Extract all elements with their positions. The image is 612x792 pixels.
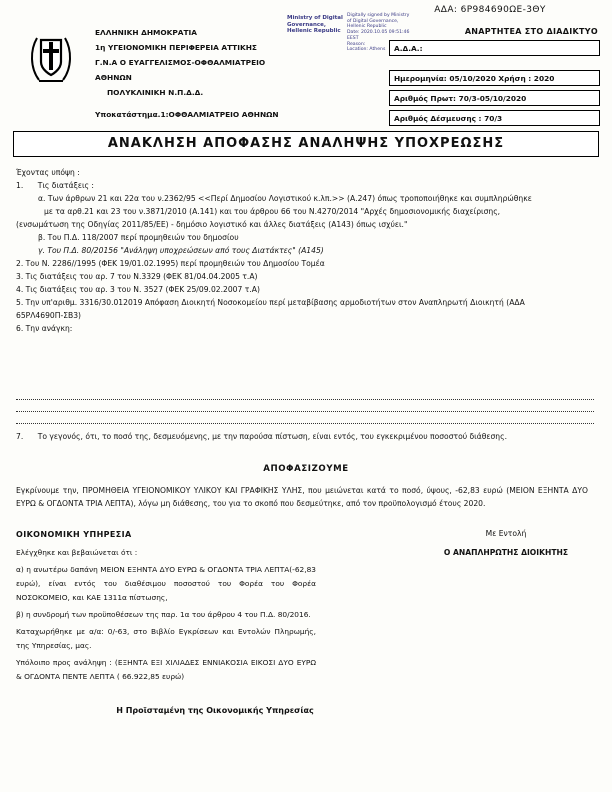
dotted-fill-line bbox=[16, 400, 594, 412]
signature-detail-line: Digitally signed by Ministry bbox=[347, 13, 410, 18]
commitment-number-box: Αριθμός Δέσμευσης : 70/3 bbox=[389, 110, 600, 126]
financial-service-title: ΟΙΚΟΝΟΜΙΚΗ ΥΠΗΡΕΣΙΑ bbox=[16, 530, 132, 539]
internet-posting-label: ΑΝΑΡΤΗΤΕΑ ΣΤΟ ΔΙΑΔΙΚΤΥΟ bbox=[464, 27, 598, 36]
head-of-financial-service-signature-line: Η Προϊσταμένη της Οικονομικής Υπηρεσίας bbox=[116, 706, 314, 715]
preamble-item: 7. Το γεγονός, ότι, το ποσό της, δεσμευόμενης, με την παρούσα πίστωση, είναι εντός, του εγκεκριμένου ποσοστού διάθεσης. bbox=[16, 432, 507, 441]
ada-box: Α.Δ.Α.: bbox=[389, 40, 600, 56]
signature-detail-line: Hellenic Republic bbox=[347, 24, 387, 30]
preamble-item: με τα αρθ.21 και 23 του ν.3871/2010 (Α.141) και του άρθρου 66 του Ν.4270/2014 "Αρχές δημοσιονομικής διαχείρισης, bbox=[44, 207, 501, 216]
protocol-number-box: Αριθμός Πρωτ: 70/3-05/10/2020 bbox=[389, 90, 600, 106]
org-line-polyclinic: ΠΟΛΥΚΛΙΝΙΚΗ Ν.Π.Δ.Δ. bbox=[107, 88, 204, 97]
preamble-item-continuation: 65ΡΛ4690Π-ΣΒ3) bbox=[16, 311, 82, 320]
dotted-fill-line bbox=[16, 388, 594, 400]
preamble-item: 2. Του Ν. 2286//1995 (ΦΕΚ 19/01.02.1995) περί προμηθειών του Δημοσίου Τομέα bbox=[16, 259, 325, 268]
finance-paragraph-a: α) η ανωτέρω δαπάνη ΜΕΙΟΝ ΕΞΗΝΤΑ ΔΥΟ ΕΥΡΩ & ΟΓΔΟΝΤΑ ΤΡΙΑ ΛΕΠΤΑ(-62,83 ευρώ), είναι εντός του διαθέσιμου ποσοστού του Φορέα του Φορέα ΝΟΣΟΚΟΜΕΙΟ, και ΚΑΕ 1311α πίστωσης, bbox=[16, 565, 316, 602]
signature-detail-line: EEST bbox=[347, 35, 359, 41]
date-box: Ημερομηνία: 05/10/2020 Χρήση : 2020 bbox=[389, 70, 600, 86]
preamble-item: α. Των άρθρων 21 και 22α του ν.2362/95 <<Περί Δημοσίου Λογιστικού κ.λπ.>> (Α.247) όπως τροποποιήθηκε και συμπληρώθηκε bbox=[38, 194, 532, 203]
dotted-fill-line bbox=[16, 412, 594, 424]
preamble-item: (ενσωμάτωση της Οδηγίας 2011/85/ΕΕ) - δημόσιο λογιστικό και άλλες διατάξεις (Α143) όπως ισχύει." bbox=[16, 220, 408, 229]
digital-signature-ministry-label bbox=[287, 15, 345, 35]
by-order-label: Με Εντολή bbox=[485, 529, 527, 538]
preamble-item: 6. Την ανάγκη: bbox=[16, 324, 73, 333]
decision-heading: ΑΠΟΦΑΣΙΖΟΥΜΕ bbox=[263, 464, 349, 474]
stamp-label-line: Ministry of Digital bbox=[287, 15, 343, 21]
ada-number: ΑΔΑ: 6Ρ984690ΩΕ-3ΘΥ bbox=[434, 5, 546, 15]
verified-line: Ελέγχθηκε και βεβαιώνεται ότι : bbox=[16, 548, 138, 557]
org-line-hospital: Γ.Ν.Α Ο ΕΥΑΓΓΕΛΙΣΜΟΣ-ΟΦΘΑΛΜΙΑΤΡΕΙΟ ΑΘΗΝΩΝ bbox=[95, 58, 266, 82]
document-body bbox=[16, 166, 596, 510]
signature-detail-line: of Digital Governance, bbox=[347, 18, 399, 24]
document-title: ΑΝΑΚΛΗΣΗ ΑΠΟΦΑΣΗΣ ΑΝΑΛΗΨΗΣ ΥΠΟΧΡΕΩΣΗΣ bbox=[13, 131, 599, 157]
stamp-label-line: Governance, bbox=[287, 21, 326, 28]
remaining-balance-line: Υπόλοιπο προς ανάληψη : (ΕΞΗΝΤΑ ΕΞΙ ΧΙΛΙΑΔΕΣ ΕΝΝΙΑΚΟΣΙΑ ΕΙΚΟΣΙ ΔΥΟ ΕΥΡΩ & ΟΓΔΟΝΤΑ ΠΕΝΤΕ ΛΕΠΤΑ ( 66.922,85 ευρώ) bbox=[16, 658, 316, 681]
org-line-republic: ΕΛΛΗΝΙΚΗ ΔΗΜΟΚΡΑΤΙΑ bbox=[95, 28, 198, 37]
org-line-region: 1η ΥΓΕΙΟΝΟΜΙΚΗ ΠΕΡΙΦΕΡΕΙΑ ΑΤΤΙΚΗΣ bbox=[95, 43, 257, 52]
preamble-item: 3. Τις διατάξεις του αρ. 7 του Ν.3329 (ΦΕΚ 81/04.04.2005 τ.Α) bbox=[16, 272, 258, 281]
greek-coat-of-arms-icon bbox=[28, 33, 74, 85]
registered-entry-line: Καταχωρήθηκε με α/α: 0/-63, στο Βιβλίο Εγκρίσεων και Εντολών Πληρωμής, της Υπηρεσίας, μας. bbox=[16, 627, 316, 650]
finance-paragraph-b: β) η συνδρομή των προϋποθέσεων της παρ. 1α του άρθρου 4 του Π.Δ. 80/2016. bbox=[16, 610, 311, 619]
preamble-item: 1. Τις διατάξεις : bbox=[16, 181, 94, 190]
issuing-authority-block bbox=[95, 25, 295, 122]
financial-service-section bbox=[16, 528, 316, 684]
signature-detail-line: Location: Athens bbox=[347, 47, 386, 53]
signature-detail-line: Date: 2020.10.05 09:51:46 bbox=[347, 30, 410, 36]
having-regard-line: Έχοντας υπόψη : bbox=[16, 168, 80, 177]
preamble-item: γ. Του Π.Δ. 80/20156 "Ανάληψη υποχρεώσεων από τους Διατάκτες" (Α145) bbox=[38, 246, 324, 255]
signatory-section bbox=[415, 527, 597, 559]
preamble-item: β. Του Π.Δ. 118/2007 περί προμηθειών του δημοσίου bbox=[38, 233, 239, 242]
deputy-governor-title: Ο ΑΝΑΠΛΗΡΩΤΗΣ ΔΙΟΙΚΗΤΗΣ bbox=[443, 548, 569, 557]
preamble-item: 4. Τις διατάξεις του αρ. 3 του Ν. 3527 (ΦΕΚ 25/09.02.2007 τ.Α) bbox=[16, 285, 260, 294]
preamble-item: 5. Την υπ'αριθμ. 3316/30.012019 Απόφαση Διοικητή Νοσοκομείου περί μεταβίβασης αρμοδιοτήτων στον Αναπληρωτή Διοικητή (ΑΔΑ bbox=[16, 298, 525, 307]
stamp-label-line: Hellenic Republic bbox=[287, 28, 341, 34]
decision-paragraph: Εγκρίνουμε την, ΠΡΟΜΗΘΕΙΑ ΥΓΕΙΟΝΟΜΙΚΟΥ ΥΛΙΚΟΥ ΚΑΙ ΓΡΑΦΙΚΗΣ ΥΛΗΣ, που μειώνεται κατά το ποσό, ύψους, -62,83 ευρώ (ΜΕΙΟΝ ΕΞΗΝΤΑ ΔΥΟ ΕΥΡΩ & ΟΓΔΟΝΤΑ ΤΡΙΑ ΛΕΠΤΑ), λόγω μη διάθεσης, του για το σκοπό που δεσμεύτηκε, από τον προϋπολογισμό έτους 2020. bbox=[16, 486, 588, 508]
org-line-branch: Υποκατάστημα.1:ΟΦΘΑΛΜΙΑΤΡΕΙΟ ΑΘΗΝΩΝ bbox=[95, 110, 279, 119]
signature-detail-line: Reason: bbox=[347, 41, 366, 47]
